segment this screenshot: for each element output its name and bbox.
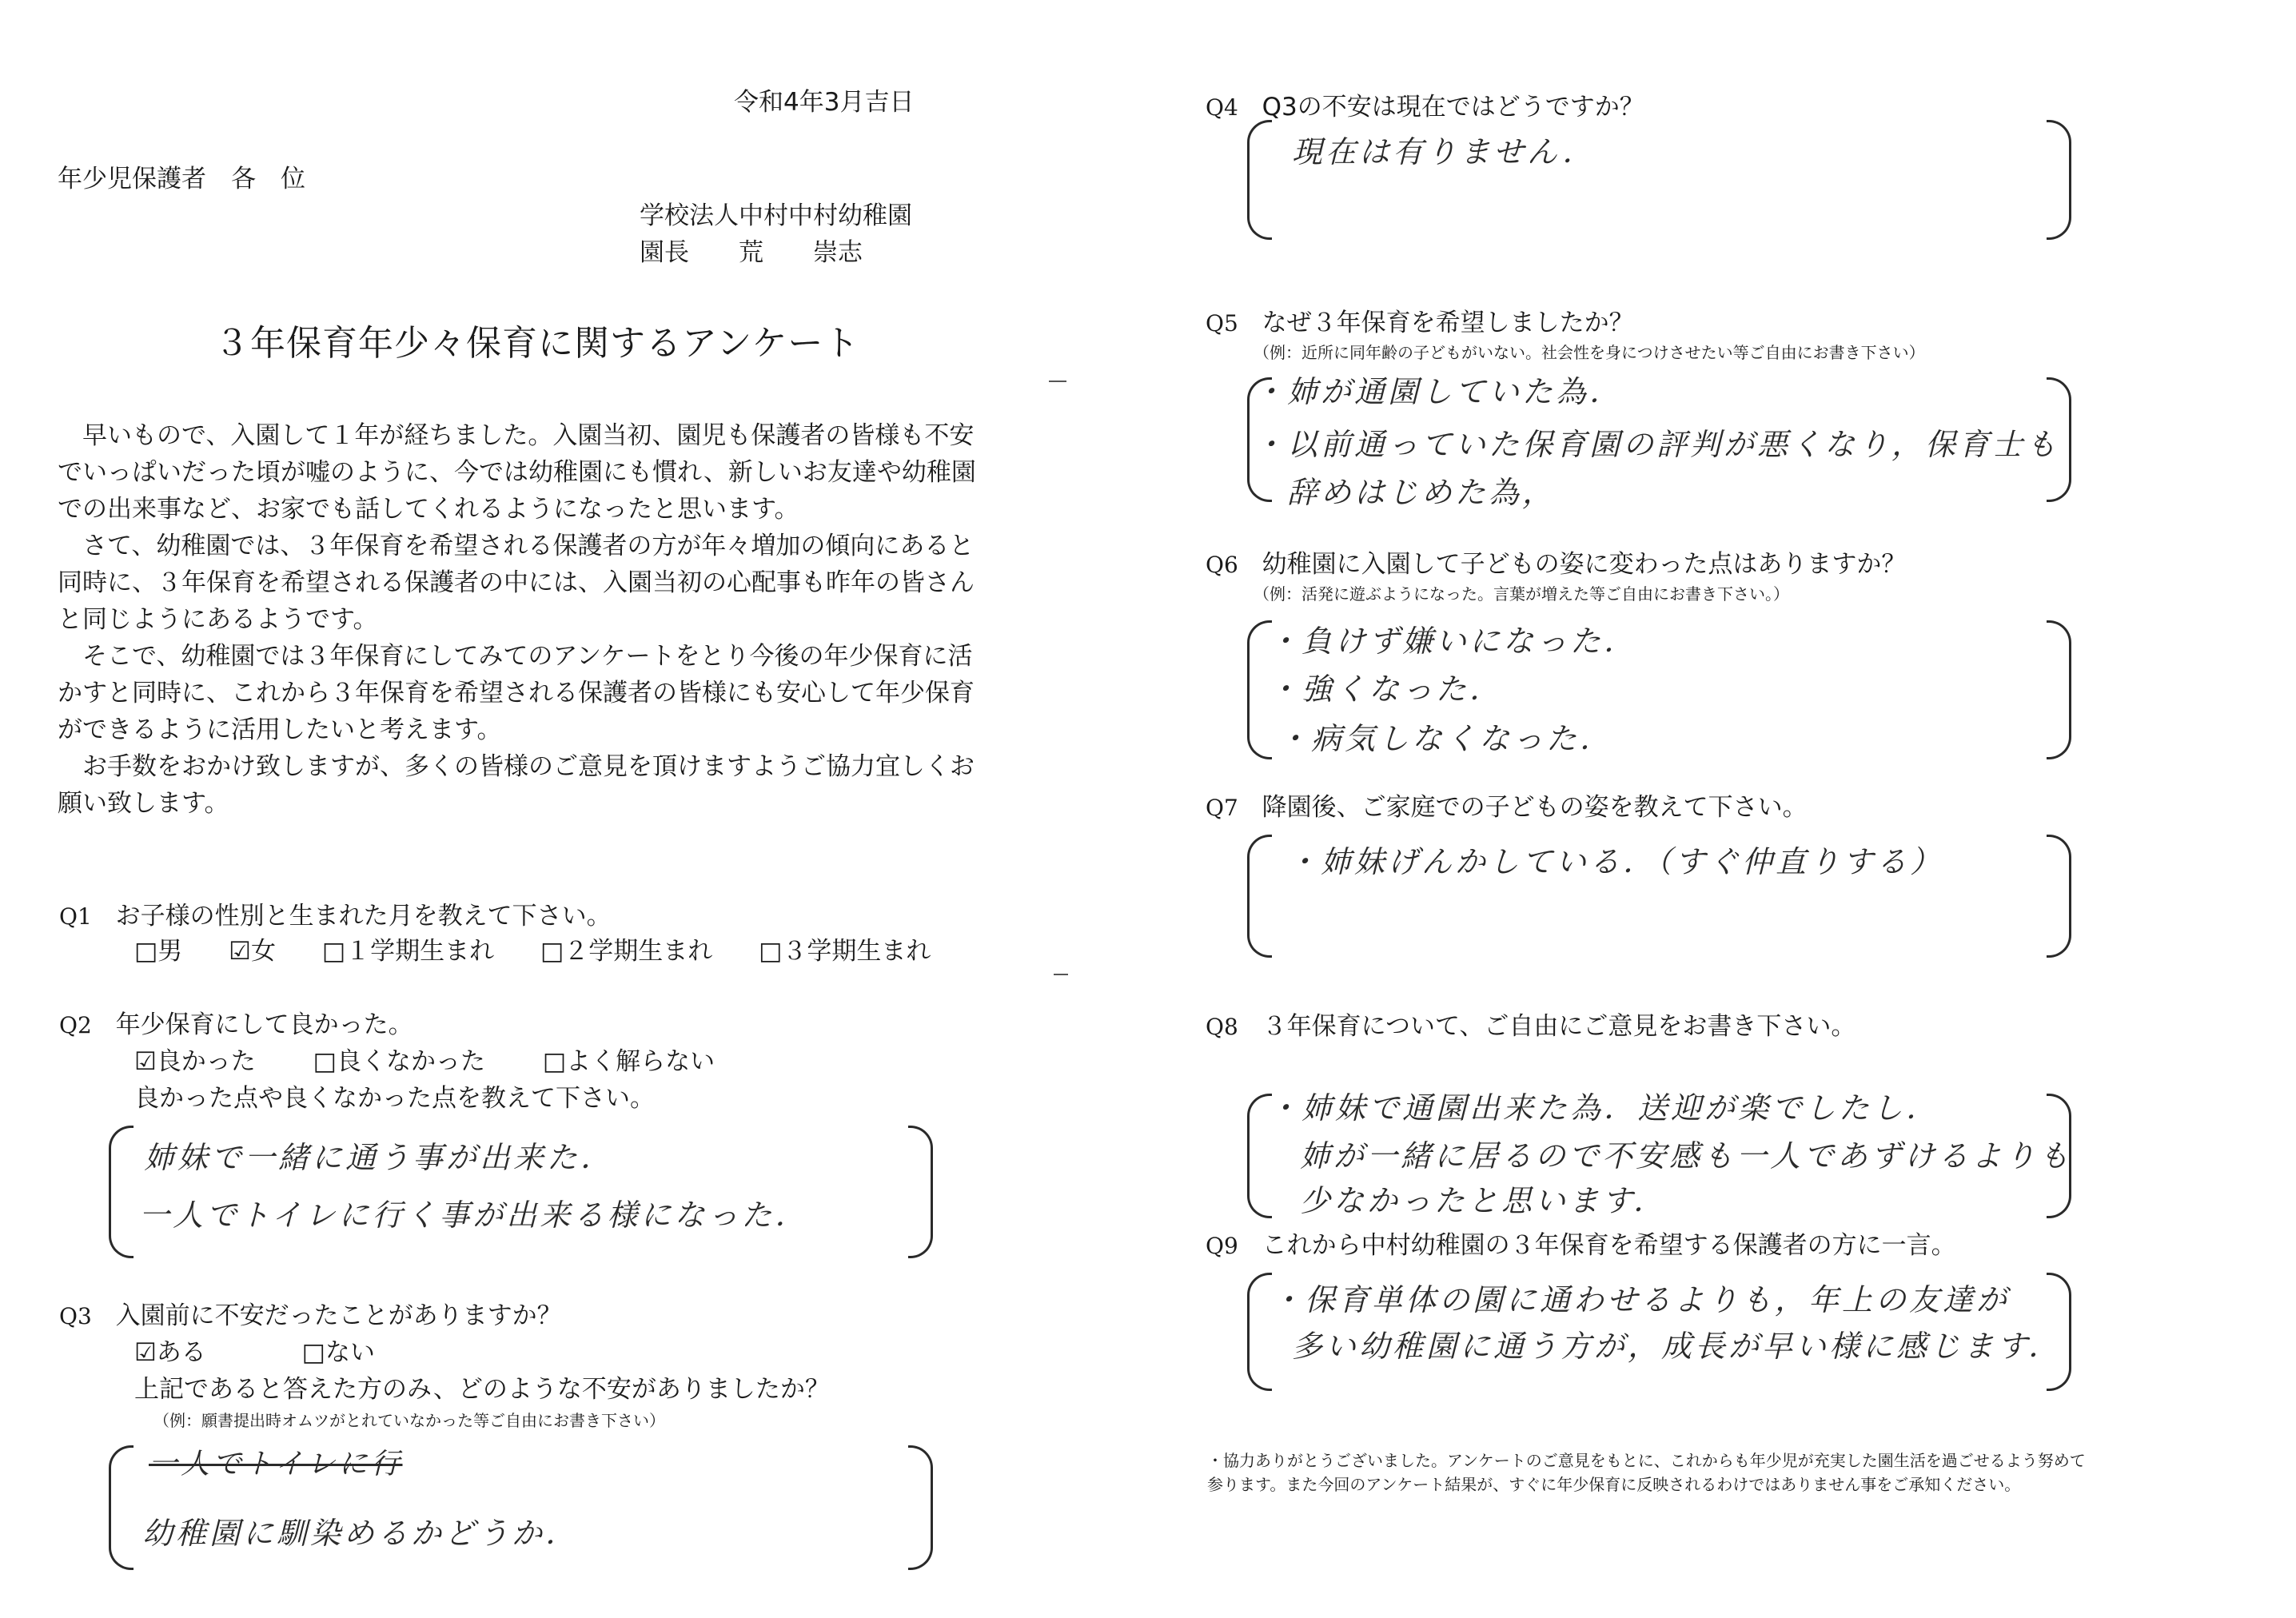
q7-label: Q7 bbox=[1206, 795, 1238, 821]
principal-name: 園長 荒 崇志 bbox=[640, 238, 863, 267]
q1-option-term2[interactable]: □２学期生まれ bbox=[540, 937, 713, 966]
intro-paragraph: お手数をおかけ致しますが、多くの皆様のご意見を頂けますようご協力宜しくお願い致します。 bbox=[58, 752, 975, 818]
q7-answer-bracket-left bbox=[1247, 835, 1272, 958]
q2-answer-line: 一人でトイレに行く事が出来る様になった． bbox=[139, 1198, 809, 1233]
q9-question: これから中村幼稚園の３年保育を希望する保護者の方に一言。 bbox=[1262, 1231, 1956, 1260]
q5-question: なぜ３年保育を希望しましたか？ bbox=[1262, 309, 1634, 337]
q2-options bbox=[134, 1046, 753, 1078]
q5-note: （例：近所に同年齢の子どもがいない。社会性を身につけさせたい等ご自由にお書き下さい） bbox=[1254, 343, 1925, 362]
q3-answer-struck: 一人でトイレに行 bbox=[149, 1448, 403, 1481]
q2-answer-bracket-left bbox=[109, 1126, 134, 1258]
q6-answer-line: ・病気しなくなった． bbox=[1278, 721, 1614, 756]
scan-mark bbox=[1054, 974, 1068, 975]
q5-answer-line: ・以前通っていた保育園の評判が悪くなり，保育士も bbox=[1254, 427, 2060, 462]
q2-row bbox=[59, 1009, 413, 1042]
q5-answer-line: ・姉が通園していた為． bbox=[1254, 374, 1624, 409]
school-name: 学校法人中村中村幼稚園 bbox=[640, 201, 912, 230]
q7-answer-bracket-right bbox=[2047, 835, 2071, 958]
q9-answer-line: 多い幼稚園に通う方が，成長が早い様に感じます． bbox=[1292, 1329, 2062, 1364]
q2-option-bad[interactable]: □良くなかった bbox=[313, 1047, 485, 1076]
intro-text bbox=[58, 417, 977, 822]
scan-mark bbox=[1049, 381, 1066, 382]
q3-row bbox=[59, 1300, 562, 1333]
q6-question: 幼稚園に入園して子どもの姿に変わった点はありますか？ bbox=[1262, 550, 1907, 579]
q9-answer-line: ・保育単体の園に通わせるよりも，年上の友達が bbox=[1271, 1282, 2011, 1317]
q4-answer-bracket-right bbox=[2047, 120, 2071, 240]
q8-answer-line: 少なかったと思います． bbox=[1300, 1183, 1667, 1218]
q1-label: Q1 bbox=[59, 903, 92, 930]
q3-label: Q3 bbox=[59, 1303, 92, 1329]
q2-answer-bracket-right bbox=[908, 1126, 933, 1258]
q4-answer-bracket-left bbox=[1247, 120, 1272, 240]
q3-answer-line: 幼稚園に馴染めるかどうか． bbox=[142, 1516, 580, 1551]
q2-option-unsure[interactable]: □よく解らない bbox=[542, 1047, 716, 1076]
intro-paragraph: 早いもので、入園して１年が経ちました。入園当初、園児も保護者の皆様も不安でいっぱいだった頃が嘘のように、今では幼稚園にも慣れ、新しいお友達や幼稚園での出来事など、お家でも話してくれるようになったと思います。 bbox=[58, 421, 976, 524]
intro-paragraph: そこで、幼稚園では３年保育にしてみてのアンケートをとり今後の年少保育に活かすと同時に、これから３年保育を希望される保護者の皆様にも安心して年少保育ができるように活用したいと考えます。 bbox=[58, 642, 975, 744]
q4-row bbox=[1206, 91, 1644, 124]
q9-label: Q9 bbox=[1206, 1233, 1238, 1259]
footer-note: ・協力ありがとうございました。アンケートのご意見をもとに、これからも年少児が充実した園生活を過ごせるよう努めて参ります。また今回のアンケート結果が、すぐに年少保育に反映されるわけではありません事をご承知ください。 bbox=[1207, 1451, 2086, 1494]
q3-answer-bracket-left bbox=[109, 1445, 134, 1570]
q7-row bbox=[1206, 791, 1808, 824]
q8-row bbox=[1206, 1010, 1856, 1043]
q3-option-no[interactable]: □ない bbox=[301, 1338, 375, 1367]
q8-question: ３年保育について、ご自由にご意見をお書き下さい。 bbox=[1262, 1012, 1856, 1041]
q2-sub-question: 良かった点や良くなかった点を教えて下さい。 bbox=[134, 1084, 655, 1113]
intro-paragraph: さて、幼稚園では、３年保育を希望される保護者の方が年々増加の傾向にあると同時に、３年保育を希望される保護者の中には、入園当初の心配事も昨年の皆さんと同じようにあるようです。 bbox=[58, 532, 975, 634]
q3-sub-question: 上記であると答えた方のみ、どのような不安がありましたか？ bbox=[134, 1375, 830, 1404]
q8-answer-line: 姉が一緒に居るので不安感も一人であずけるよりも bbox=[1300, 1138, 2073, 1174]
q9-answer-bracket-left bbox=[1247, 1273, 1272, 1391]
q1-option-female[interactable]: ☑女 bbox=[229, 937, 276, 966]
recipient: 年少児保護者 各 位 bbox=[58, 165, 305, 193]
q6-answer-bracket-right bbox=[2047, 620, 2071, 759]
q1-option-term3[interactable]: □３学期生まれ bbox=[759, 937, 931, 966]
q4-label: Q4 bbox=[1206, 94, 1238, 121]
q2-option-good[interactable]: ☑良かった bbox=[134, 1047, 256, 1076]
q7-answer-line: ・姉妹げんかしている．（すぐ仲直りする） bbox=[1287, 844, 1944, 879]
q3-question: 入園前に不安だったことがありますか？ bbox=[115, 1301, 562, 1330]
q1-question: お子様の性別と生まれた月を教えて下さい。 bbox=[115, 902, 612, 931]
q6-note: （例：活発に遊ぶようになった。言葉が増えた等ご自由にお書き下さい。） bbox=[1254, 584, 1789, 604]
q1-option-male[interactable]: □男 bbox=[134, 937, 183, 966]
date: 令和4年3月吉日 bbox=[734, 88, 915, 117]
q8-label: Q8 bbox=[1206, 1014, 1238, 1040]
q3-options bbox=[134, 1337, 413, 1369]
q6-answer-line: ・負けず嫌いになった． bbox=[1268, 624, 1638, 659]
q6-answer-line: ・強くなった． bbox=[1268, 672, 1504, 707]
q1-option-term1[interactable]: □１学期生まれ bbox=[321, 937, 495, 966]
q5-label: Q5 bbox=[1206, 310, 1238, 337]
page-title: ３年保育年少々保育に関するアンケート bbox=[214, 323, 860, 364]
q1-row bbox=[59, 900, 612, 933]
q3-option-yes[interactable]: ☑ある bbox=[134, 1338, 206, 1367]
q7-question: 降園後、ご家庭での子どもの姿を教えて下さい。 bbox=[1262, 793, 1808, 822]
q6-label: Q6 bbox=[1206, 552, 1238, 578]
q4-answer-line: 現在は有りません． bbox=[1292, 134, 1596, 169]
q2-answer-line: 姉妹で一緒に通う事が出来た． bbox=[144, 1140, 615, 1175]
q8-answer-line: ・姉妹で通園出来た為．送迎が楽でしたし． bbox=[1268, 1090, 1940, 1126]
q3-note: （例：願書提出時オムツがとれていなかった等ご自由にお書き下さい） bbox=[153, 1411, 665, 1430]
q3-answer-bracket-right bbox=[908, 1445, 933, 1570]
q9-row bbox=[1206, 1229, 1956, 1262]
q2-label: Q2 bbox=[59, 1012, 92, 1038]
q4-question: Q3の不安は現在ではどうですか？ bbox=[1262, 93, 1644, 122]
q6-row bbox=[1206, 548, 1906, 581]
q2-question: 年少保育にして良かった。 bbox=[115, 1010, 413, 1039]
q1-options bbox=[134, 935, 969, 967]
q5-answer-line: 辞めはじめた為， bbox=[1287, 475, 1557, 510]
q5-row bbox=[1206, 307, 1634, 340]
